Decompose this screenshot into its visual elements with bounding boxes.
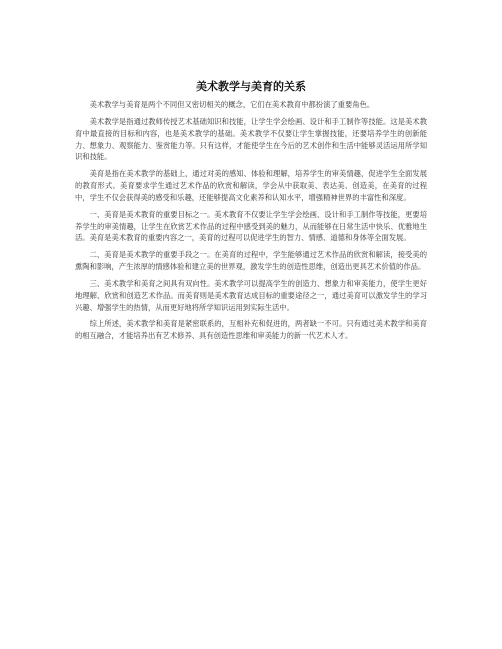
- document-title: 美术教学与美育的关系: [196, 80, 306, 93]
- paragraph-conclusion: 综上所述，美术教学和美育是紧密联系的，互相补充和促进的，两者缺一不可。只有通过美术教学和美育的相互融合，才能培养出有艺术修养、具有创造性思维和审美能力的新一代艺术人才。: [75, 319, 427, 341]
- paragraph-aesthetic-education: 美育是指在美术教学的基础上，通过对美的感知、体验和理解，培养学生的审美情趣，促进学生全面发展的教育形式。美育要求学生通过艺术作品的欣赏和解读，学会从中获取美、表达美、创造美，在美育的过程中，学生不仅会获得美的感受和乐趣，还能够提高文化素养和认知水平，增强精神世界的丰富性和深度。: [75, 169, 427, 202]
- paragraph-point-one: 一、美育是美术教育的重要目标之一。美术教育不仅要让学生学会绘画、设计和手工制作等技能，更要培养学生的审美情趣，让学生在欣赏艺术作品的过程中感受到美的魅力，从而能够在日常生活中快乐、优雅地生活。美育是美术教育的重要内容之一，美育的过程可以促进学生的智力、情感、道德和身体等全面发展。: [75, 209, 427, 243]
- document-body: [75, 99, 427, 347]
- paragraph-intro: 美术教学与美育是两个不同但又密切相关的概念，它们在美术教育中都扮演了重要角色。: [89, 100, 375, 109]
- paragraph-point-three: 三、美术教学和美育之间具有双向性。美术教学可以提高学生的创造力、想象力和审美能力，使学生更好地理解、欣赏和创造艺术作品。而美育则是美术教育达成目标的重要途径之一，通过美育可以激发学生的学习兴趣、增强学生的热情，从而更好地将所学知识运用到实际生活中。: [75, 278, 427, 312]
- paragraph-point-two: 二、美育是美术教学的重要手段之一。在美育的过程中，学生能够通过艺术作品的欣赏和解读，接受美的熏陶和影响，产生浓厚的情感体验和建立美的世界观，激发学生的创造性思维，创造出更具艺术价值的作品。: [75, 250, 427, 272]
- paragraph-art-teaching: 美术教学是指通过教师传授艺术基础知识和技能，让学生学会绘画、设计和手工制作等技能。这是美术教育中最直接的目标和内容，也是美术教学的基础。美术教学不仅要让学生掌握技能，还要培养学生的创新能力、想象力、观察能力、鉴赏能力等。只有这样，才能使学生在今后的艺术创作和生活中能够灵活运用所学知识和技能。: [75, 116, 427, 162]
